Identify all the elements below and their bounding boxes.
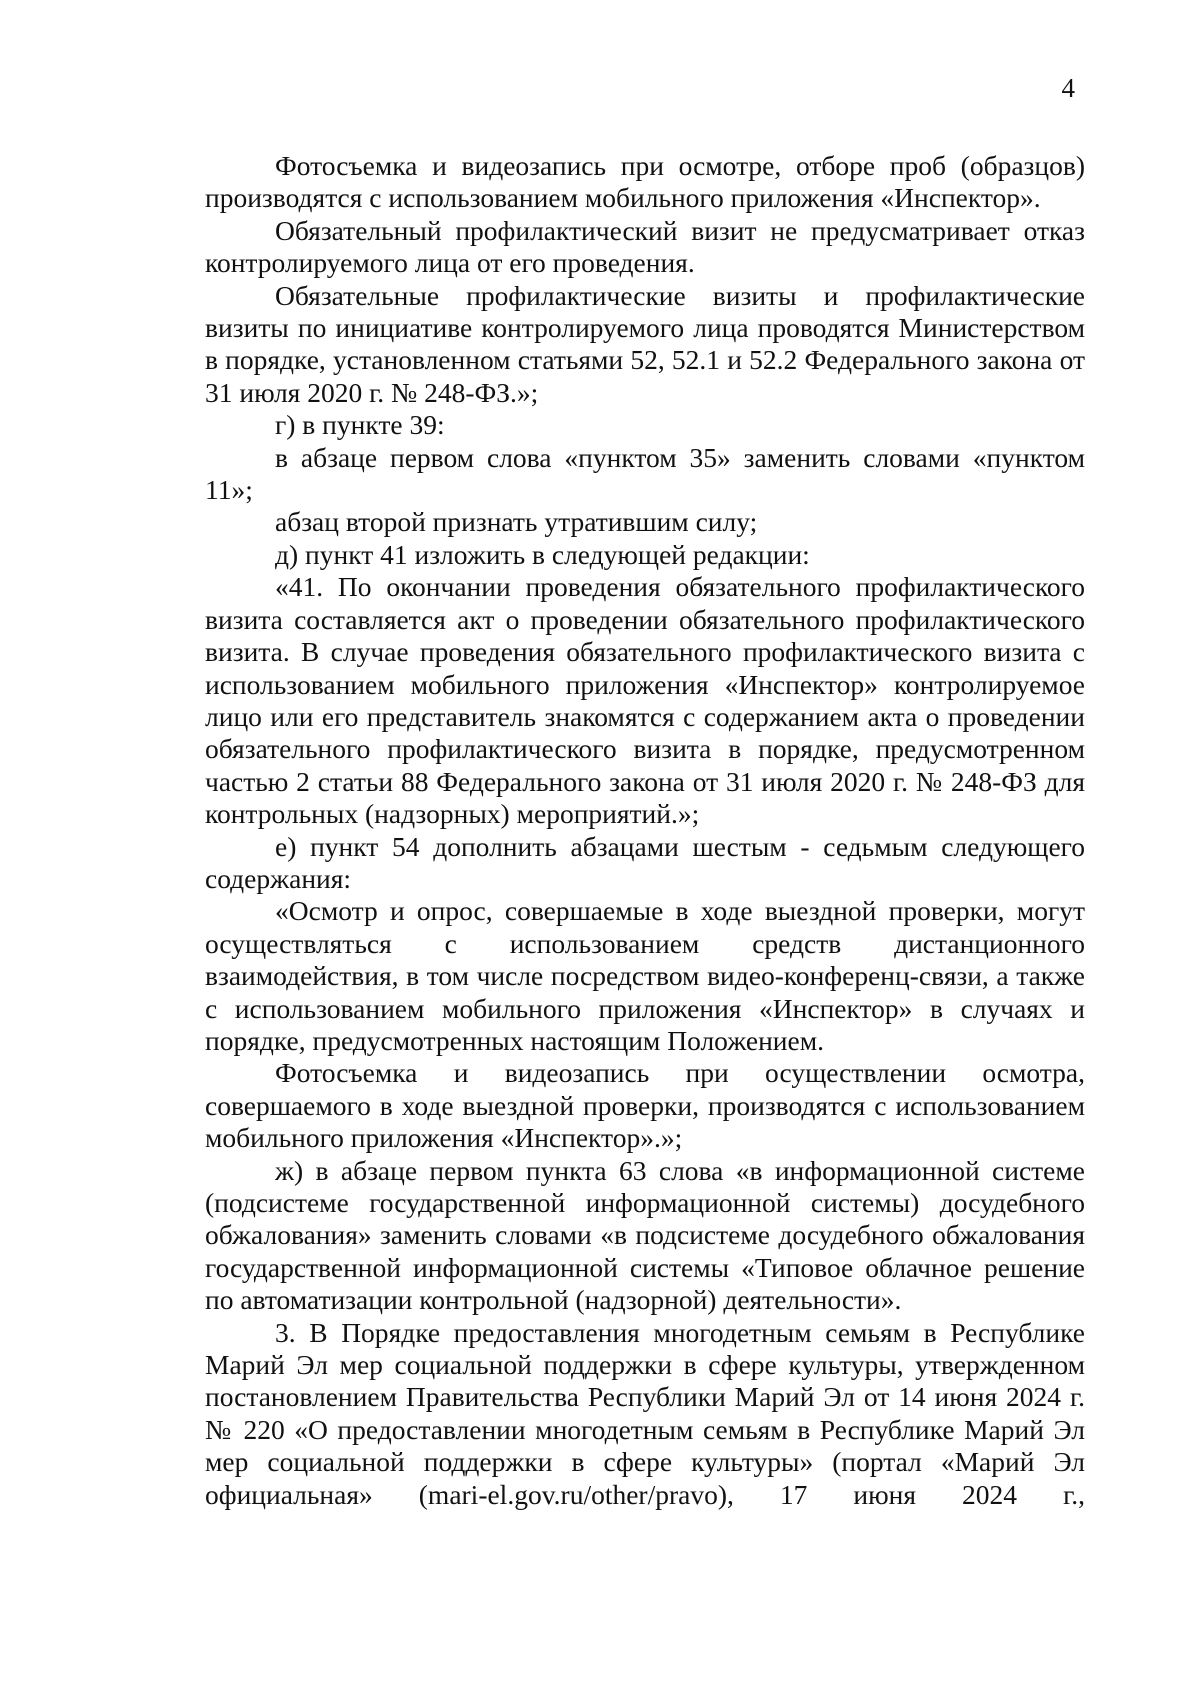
paragraph-photo-video-inspection: Фотосъемка и видеозапись при осмотре, отборе проб (образцов) производятся с использованием мобильного приложения «Инспектор». [205,150,1085,214]
paragraph-inspection-remote: «Осмотр и опрос, совершаемые в ходе выездной проверки, могут осуществляться с использованием средств дистанционного взаимодействия, в том числе посредством видео-конференц-связи, а также с использованием мобильного приложения «Инспектор» в случаях и порядке, предусмотренных настоящим Положением. [205,895,1085,1056]
paragraph-point-41: «41. По окончании проведения обязательного профилактического визита составляется акт о проведении обязательного профилактического визита. В случае проведения обязательного профилактического визита с использованием мобильного приложения «Инспектор» контролируемое лицо или его представитель знакомятся с содержанием акта о проведении обязательного профилактического визита в порядке, предусмотренном частью 2 статьи 88 Федерального закона от 31 июля 2020 г. № 248-ФЗ для контрольных (надзорных) мероприятий.»; [205,571,1085,830]
paragraph-photo-video-field-check: Фотосъемка и видеозапись при осуществлении осмотра, совершаемого в ходе выездной проверки, производятся с использованием мобильного приложения «Инспектор».»; [205,1057,1085,1154]
page-number: 4 [1061,73,1075,103]
document-body [205,150,1085,1511]
paragraph-item-e: е) пункт 54 дополнить абзацами шестым - седьмым следующего содержания: [205,830,1085,894]
paragraph-replace-words: в абзаце первом слова «пунктом 35» заменить словами «пунктом 11»; [205,441,1085,506]
paragraph-item-d: д) пункт 41 изложить в следующей редакции: [275,538,810,570]
paragraph-item-g: г) в пункте 39: [275,409,445,441]
paragraph-item-zh: ж) в абзаце первом пункта 63 слова «в информационной системе (подсистеме государственной информационной системы) досудебного обжалования» заменить словами «в подсистеме досудебного обжалования государственной информационной системы «Типовое облачное решение по автоматизации контрольной (надзорной) деятельности». [205,1154,1085,1316]
paragraph-mandatory-visit-no-refusal: Обязательный профилактический визит не предусматривает отказ контролируемого лица от его проведения. [205,214,1085,279]
paragraph-second-abzac-void: абзац второй признать утратившим силу; [275,506,758,538]
paragraph-section-3: 3. В Порядке предоставления многодетным семьям в Республике Марий Эл мер социальной поддержки в сфере культуры, утвержденном постановлением Правительства Республики Марий Эл от 14 июня 2024 г. № 220 «О предоставлении многодетным семьям в Республике Марий Эл мер социальной поддержки в сфере культуры» (портал «Марий Эл официальная» (mari-el.gov.ru/other/pravo), 17 июня 2024 г., [205,1316,1085,1510]
paragraph-visits-procedure: Обязательные профилактические визиты и профилактические визиты по инициативе контролируемого лица проводятся Министерством в порядке, установленном статьями 52, 52.1 и 52.2 Федерального закона от 31 июля 2020 г. № 248-ФЗ.»; [205,279,1085,408]
